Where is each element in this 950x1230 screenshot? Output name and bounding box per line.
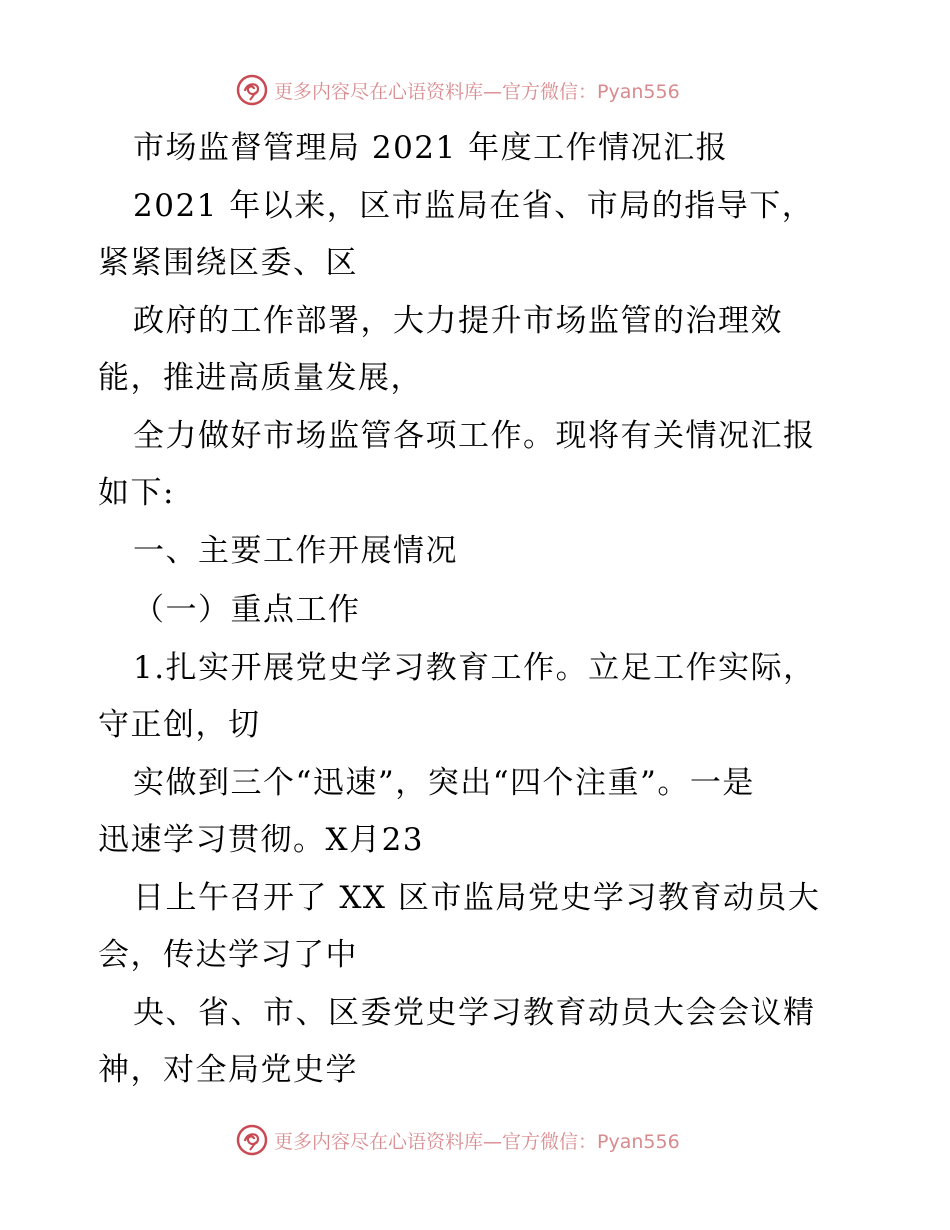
rose-logo-icon: [236, 1124, 268, 1156]
watermark-text: 更多内容尽在心语资料库—官方微信：Pyan556: [274, 80, 680, 103]
rose-logo-icon: [236, 74, 268, 106]
paragraph-line: 神，对全局党史学: [98, 1052, 358, 1088]
paragraph-line: 日上午召开了 XX 区市监局党史学习教育动员大: [133, 880, 821, 916]
paragraph-line: 政府的工作部署，大力提升市场监管的治理效: [133, 303, 783, 339]
paragraph-line: 紧紧围绕区委、区: [98, 245, 358, 281]
section-heading: 一、主要工作开展情况: [133, 533, 458, 569]
paragraph-line: 1.扎实开展党史学习教育工作。立足工作实际，: [133, 650, 816, 686]
watermark-text: 更多内容尽在心语资料库—官方微信：Pyan556: [274, 1130, 680, 1153]
paragraph-line: 能，推进高质量发展，: [98, 360, 423, 396]
paragraph-line: 会，传达学习了中: [98, 937, 358, 973]
paragraph-line: 央、省、市、区委党史学习教育动员大会会议精: [133, 995, 816, 1031]
paragraph-line: 全力做好市场监管各项工作。现将有关情况汇报: [133, 418, 816, 454]
paragraph-line: 实做到三个“迅速”，突出“四个注重”。一是: [133, 765, 755, 801]
paragraph-line: 2021 年以来，区市监局在省、市局的指导下，: [133, 188, 815, 224]
document-title: 市场监督管理局 2021 年度工作情况汇报: [133, 130, 729, 166]
watermark-footer: [236, 1123, 680, 1157]
paragraph-line: 守正创，切: [98, 707, 261, 743]
paragraph-line: 迅速学习贯彻。X月23: [98, 822, 425, 858]
watermark-header: [236, 73, 680, 107]
paragraph-line: 如下:: [98, 475, 175, 511]
subsection-heading: （一）重点工作: [133, 592, 361, 628]
